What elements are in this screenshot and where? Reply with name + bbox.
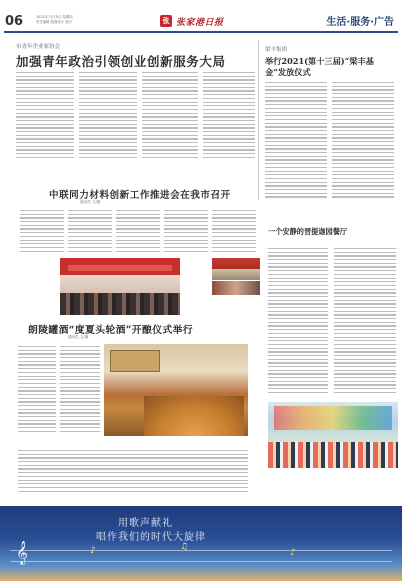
article1-headline: 加强青年政治引领创业创新服务大局	[16, 54, 226, 69]
music-note-icon: ♫	[180, 542, 189, 552]
article1-body-col4	[203, 72, 255, 161]
logo-seal-icon: 张	[160, 15, 172, 27]
bottom-banner-ad	[0, 506, 402, 581]
music-note-icon: ♪	[290, 548, 296, 558]
music-note-icon: ♪	[90, 546, 96, 556]
grain-pile	[144, 396, 244, 436]
stage-photo	[268, 402, 398, 468]
newspaper-logo	[160, 14, 244, 28]
page-header	[0, 0, 402, 34]
banner-title-line2: 唱作我们的时代大旋律	[96, 532, 206, 543]
meeting-crowd	[60, 293, 180, 315]
article5-body-col1	[268, 248, 328, 396]
article3-byline: 通讯员 文/摄	[80, 200, 101, 204]
section-title: 生活·服务·广告	[326, 17, 394, 28]
article1-kicker: 市青年企业家协会	[16, 44, 61, 50]
article2-headline: 举行2021(第十三届)“梁丰基金”发放仪式	[265, 56, 374, 77]
article4-body-col1	[18, 346, 56, 435]
article4-body-bottom	[18, 450, 248, 494]
meeting-photo	[60, 258, 180, 315]
header-rule	[4, 31, 398, 33]
article3-body-col1	[20, 210, 64, 254]
article2-body-col1	[265, 82, 327, 200]
article3-body-col2	[68, 210, 112, 254]
hall-photo-top	[212, 258, 260, 280]
article1-body-col2	[79, 72, 137, 161]
treble-clef-icon: 𝄞	[16, 540, 28, 564]
page-number: 06	[5, 14, 24, 29]
article3-body-col3	[116, 210, 160, 254]
article2-body-col2	[332, 82, 394, 200]
banner-title-line1: 用歌声献礼	[118, 518, 173, 529]
article3-body-col4	[164, 210, 208, 254]
article2-kicker: 梁丰集团	[265, 47, 288, 53]
article4-body-col2	[60, 346, 100, 435]
article1-body-col1	[16, 72, 74, 161]
music-staff	[10, 550, 392, 562]
winery-sign	[110, 350, 160, 372]
issue-meta	[36, 15, 73, 25]
article5-headline: 一个安静的晋提迦园餐厅	[268, 227, 348, 236]
issue-editors: 责任编辑 版面设计 校对	[36, 20, 73, 24]
hall-photo-bottom	[212, 281, 260, 295]
article4-byline: 通讯员 文/摄	[68, 335, 89, 339]
article5-body-col2	[334, 248, 396, 396]
article3-body-col5	[212, 210, 256, 254]
article1-body-col3	[142, 72, 198, 161]
stage-backdrop	[274, 406, 392, 430]
winery-photo	[104, 344, 248, 436]
stage-people	[268, 442, 398, 468]
column-divider	[258, 40, 259, 200]
meeting-banner	[68, 265, 172, 271]
issue-date: 2021年7月15日 星期四	[36, 15, 73, 19]
logo-text: 张家港日报	[176, 17, 224, 28]
article3-headline: 中联同力材料创新工作推进会在我市召开	[49, 190, 231, 201]
article4-headline: 朗陵罐酒“度夏头轮酒”开酿仪式举行	[28, 325, 194, 336]
